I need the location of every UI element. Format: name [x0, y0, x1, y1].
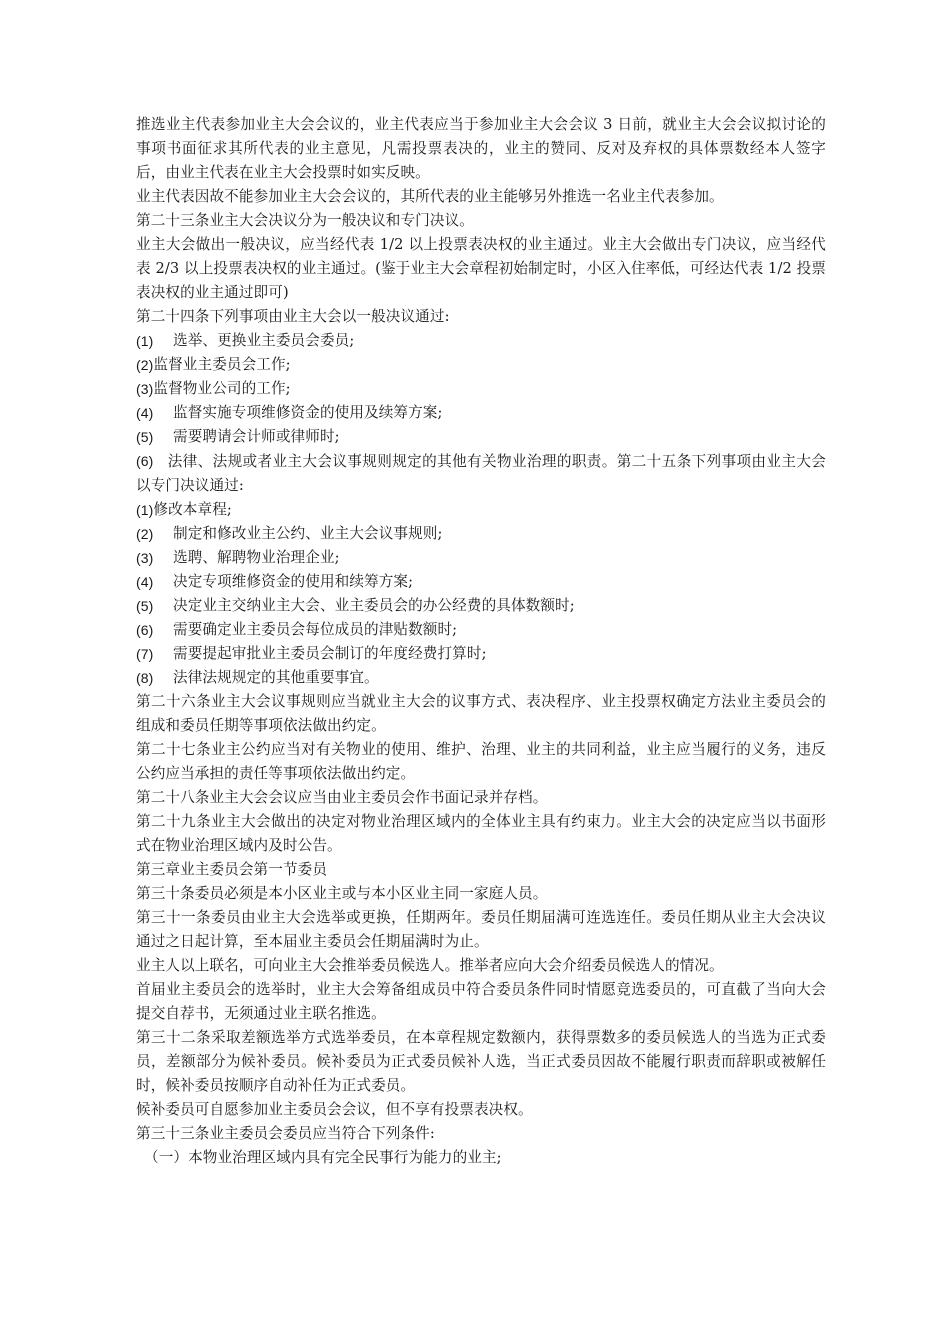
list-item-number: (4) — [136, 574, 154, 590]
list-item-number: (6) — [136, 453, 154, 469]
list-item-number: (6) — [136, 622, 154, 638]
list-item-number: (4) — [136, 405, 154, 421]
list-item — [136, 546, 826, 570]
list-item-text: 制定和修改业主公约、业主大会议事规则; — [173, 525, 443, 542]
list-item — [136, 353, 826, 377]
list-item — [136, 449, 826, 498]
list-item-text: 法律、法规或者业主大会议事规则规定的其他有关物业治理的职责。第二十五条下列事项由业主大会以专门决议通过: — [136, 453, 826, 494]
paragraph-representative-opinions: 推选业主代表参加业主大会会议的，业主代表应当于参加业主大会会议 3 日前，就业主大会会议拟讨论的事项书面征求其所代表的业主意见，凡需投票表决的，业主的赞同、反对及弃权的具体票数经本人签字后，由业主代表在业主大会投票时如实反映。 — [136, 116, 826, 181]
paragraph-first-election: 首届业主委员会的选举时，业主大会筹备组成员中符合委员条件同时情愿竞选委员的，可直截了当向大会提交自荐书，无须通过业主联名推选。 — [136, 981, 826, 1022]
list-item-text: 决定业主交纳业主大会、业主委员会的办公经费的具体数额时; — [173, 597, 575, 614]
article-26-paragraph: 第二十六条业主大会议事规则应当就业主大会的议事方式、表决程序、业主投票权确定方法业主委员会的组成和委员任期等事项依法做出约定。 — [136, 693, 826, 734]
list-item — [136, 377, 826, 401]
list-item — [136, 498, 826, 522]
list-item — [136, 618, 826, 642]
list-item-number: (1) — [136, 333, 154, 349]
list-item-number: (2) — [136, 357, 154, 373]
list-item-text: 监督实施专项维修资金的使用及续筹方案; — [173, 404, 443, 421]
list-special-resolution — [136, 498, 826, 690]
list-item-text: 修改本章程; — [153, 501, 232, 518]
list-item-text: 需要提起审批业主委员会制订的年度经费打算时; — [173, 645, 487, 662]
list-item-text: 需要确定业主委员会每位成员的津贴数额时; — [173, 621, 458, 638]
list-item — [136, 522, 826, 546]
list-item-text: 决定专项维修资金的使用和续筹方案; — [173, 573, 414, 590]
document-body — [136, 113, 826, 1170]
paragraph-candidate-nomination: 业主人以上联名，可向业主大会推举委员候选人。推举者应向大会介绍委员候选人的情况。 — [136, 957, 724, 974]
list-general-resolution — [136, 329, 826, 498]
list-item — [136, 594, 826, 618]
article-28-paragraph: 第二十八条业主大会会议应当由业主委员会作书面记录并存档。 — [136, 789, 548, 806]
list-item-number: (3) — [136, 381, 154, 397]
list-item — [136, 570, 826, 594]
list-item-number: (8) — [136, 670, 154, 686]
chapter-3-heading: 第三章业主委员会第一节委员 — [136, 861, 328, 878]
list-item — [136, 329, 826, 353]
list-item-number: (7) — [136, 646, 154, 662]
list-item-text: 监督物业公司的工作; — [153, 380, 291, 397]
list-item — [136, 642, 826, 666]
list-item-text: 选举、更换业主委员会委员; — [173, 332, 355, 349]
list-item-number: (3) — [136, 550, 154, 566]
article-31-paragraph: 第三十一条委员由业主大会选举或更换，任期两年。委员任期届满可连选连任。委员任期从业主大会决议通过之日起计算，至本届业主委员会任期届满时为止。 — [136, 909, 826, 950]
list-item-number: (5) — [136, 429, 154, 445]
article-24-heading: 第二十四条下列事项由业主大会以一般决议通过: — [136, 308, 450, 325]
list-item-text: 选聘、解聘物业治理企业; — [173, 549, 340, 566]
paragraph-resolution-thresholds: 业主大会做出一般决议，应当经代表 1/2 以上投票表决权的业主通过。业主大会做出专门决议，应当经代表 2/3 以上投票表决权的业主通过。(鉴于业主大会章程初始制定时，小区入住率低，可经达代表 1/2 投票表决权的业主通过即可) — [136, 236, 826, 301]
article-32-paragraph: 第三十二条采取差额选举方式选举委员，在本章程规定数额内，获得票数多的委员候选人的当选为正式委员，差额部分为候补委员。候补委员为正式委员候补人选，当正式委员因故不能履行职责而辞职或被解任时，候补委员按顺序自动补任为正式委员。 — [136, 1029, 826, 1094]
list-item-number: (5) — [136, 598, 154, 614]
list-item-number: (2) — [136, 526, 154, 542]
article-29-paragraph: 第二十九条业主大会做出的决定对物业治理区域内的全体业主具有约束力。业主大会的决定应当以书面形式在物业治理区域内及时公告。 — [136, 813, 826, 854]
paragraph-representative-absence: 业主代表因故不能参加业主大会会议的，其所代表的业主能够另外推选一名业主代表参加。 — [136, 188, 724, 205]
article-27-paragraph: 第二十七条业主公约应当对有关物业的使用、维护、治理、业主的共同利益，业主应当履行的义务，违反公约应当承担的责任等事项依法做出约定。 — [136, 741, 826, 782]
list-item — [136, 425, 826, 449]
article-33-heading: 第三十三条业主委员会委员应当符合下列条件: — [136, 1125, 435, 1142]
list-item-text: 法律法规规定的其他重要事宜。 — [173, 669, 379, 686]
list-item — [136, 666, 826, 690]
list-item-text: 监督业主委员会工作; — [153, 356, 291, 373]
list-item-number: (1) — [136, 502, 154, 518]
article-30-paragraph: 第三十条委员必须是本小区业主或与本小区业主同一家庭人员。 — [136, 885, 548, 902]
list-item-text: 需要聘请会计师或律师时; — [173, 428, 340, 445]
article-33-item-1: （一）本物业治理区域内具有完全民事行为能力的业主; — [144, 1149, 502, 1166]
paragraph-alternate-members: 候补委员可自愿参加业主委员会会议，但不享有投票表决权。 — [136, 1101, 533, 1118]
article-23-heading: 第二十三条业主大会决议分为一般决议和专门决议。 — [136, 212, 474, 229]
list-item — [136, 401, 826, 425]
